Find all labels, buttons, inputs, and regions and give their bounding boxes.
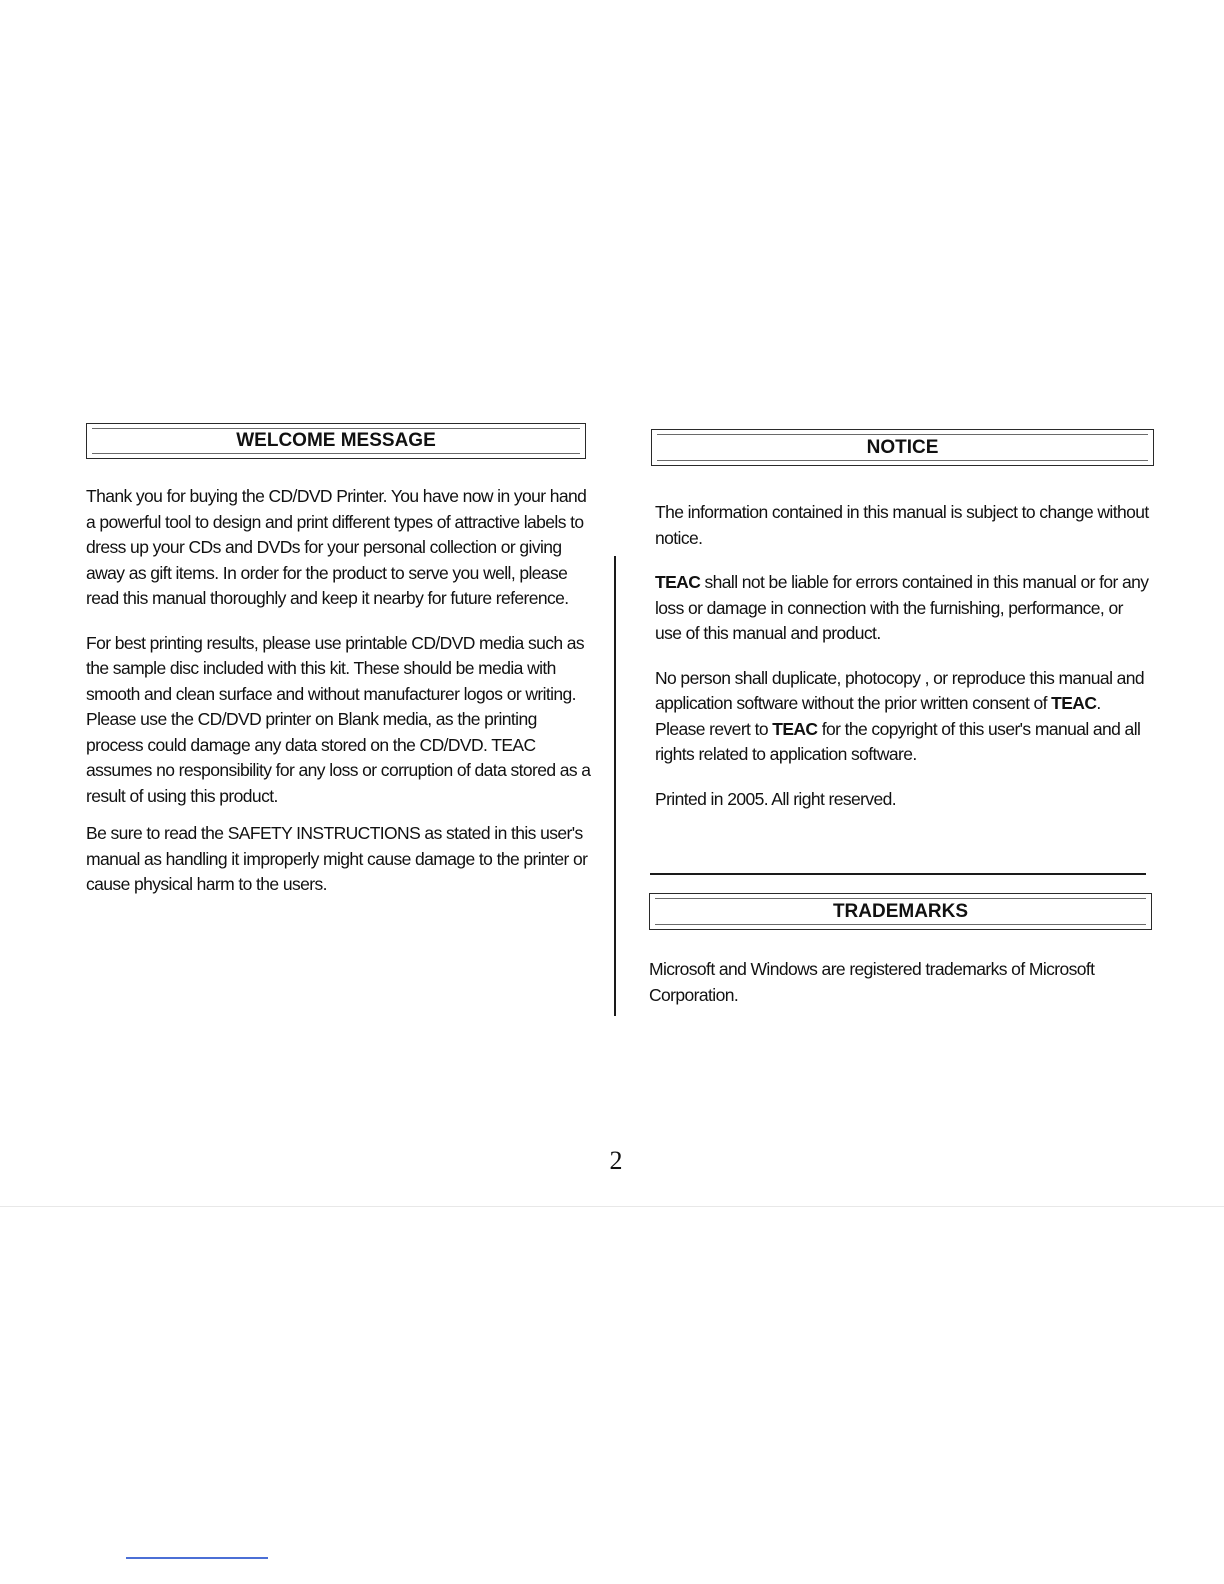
welcome-paragraph-2: For best printing results, please use printable CD/DVD media such as the sample disc included with this kit. These should be media with smooth and clean surface and without manufacturer logos or writing. Please use the CD/DVD printer on Blank media, as the printing process could damage any data stored on the CD/DVD. TEAC assumes no responsibility for any loss or corruption of data stored as a result of using this product. [86,632,591,806]
section-separator [650,873,1146,875]
notice-paragraph-1: The information contained in this manual is subject to change without notice. [655,502,1149,548]
trademarks-heading: TRADEMARKS [832,901,969,922]
page-number: 2 [609,1146,623,1175]
welcome-paragraph-3: Be sure to read the SAFETY INSTRUCTIONS as stated in this user's manual as handling it improperly might cause damage to the printer or cause physical harm to the users. [86,823,588,894]
scan-artifact-mark [126,1557,268,1559]
notice-body [655,500,1150,831]
notice-paragraph-4: Printed in 2005. All right reserved. [655,788,897,809]
welcome-heading: WELCOME MESSAGE [236,430,436,451]
brand-name: TEAC [1051,693,1097,713]
scan-edge-line [0,1206,1224,1207]
brand-name: TEAC [655,572,701,592]
trademarks-paragraph: Microsoft and Windows are registered trademarks of Microsoft Corporation. [649,959,1095,1005]
notice-paragraph-2 [655,570,1150,647]
notice-heading: NOTICE [866,437,939,458]
notice-paragraph-2-text: shall not be liable for errors contained in this manual or for any loss or damage in connection with the furnishing, performance, or use of this manual and product. [655,572,1149,643]
column-divider [614,556,616,1016]
trademarks-heading-box [649,893,1152,930]
notice-paragraph-3 [655,666,1150,768]
notice-paragraph-3-text-b: . Please revert to [655,693,1101,739]
notice-paragraph-3-text-a: No person shall duplicate, photocopy , or reproduce this manual and application software without the prior written consent of [655,667,1145,713]
welcome-body [86,484,591,917]
welcome-paragraph-1: Thank you for buying the CD/DVD Printer. You have now in your hand a powerful tool to design and print different types of attractive labels to dress up your CDs and DVDs for your personal collection or giving away as gift items. In order for the product to serve you well, please read this manual thoroughly and keep it nearby for future reference. [86,486,587,608]
brand-name: TEAC [772,718,818,739]
trademarks-body [649,957,1144,1027]
welcome-heading-box [86,423,586,459]
notice-heading-box [651,429,1154,466]
notice-paragraph-3-text-c: for the copyright of this user's manual and all rights related to application software. [655,718,1141,764]
